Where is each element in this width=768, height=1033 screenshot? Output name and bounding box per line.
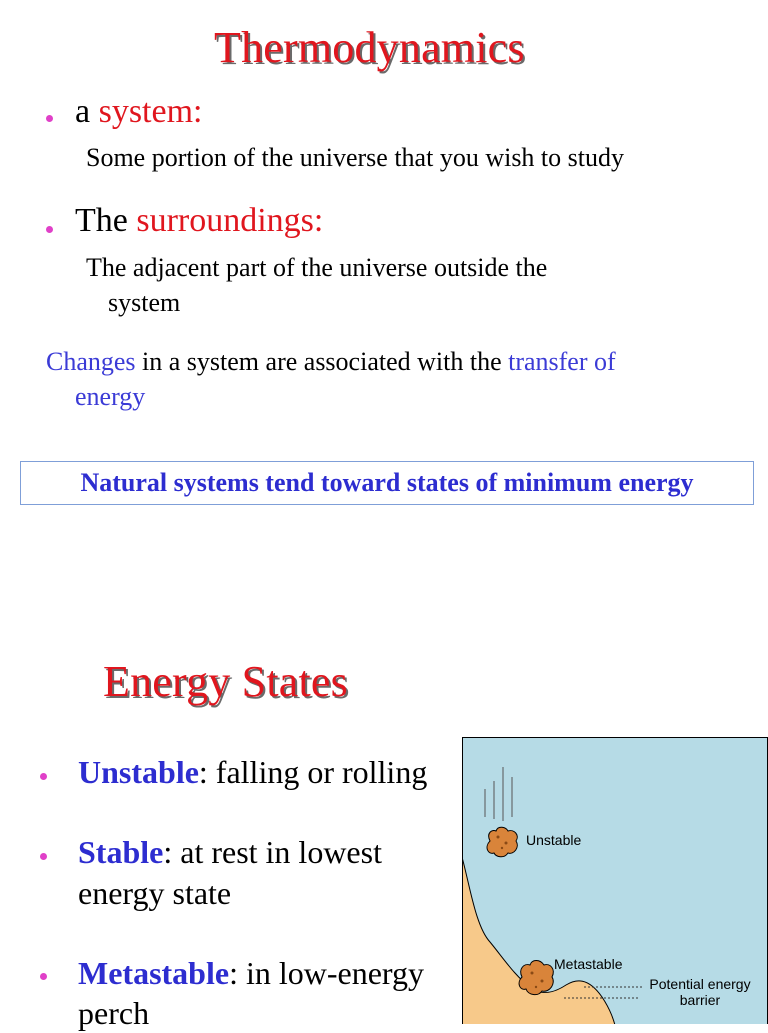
bullet-prefix: a bbox=[75, 93, 99, 130]
surroundings-definition-line1: The adjacent part of the universe outside the bbox=[86, 253, 548, 282]
unstable-rock-icon bbox=[487, 827, 517, 857]
term-stable: Stable bbox=[78, 834, 164, 870]
bullet-dot bbox=[40, 773, 47, 780]
stable-description: : at rest in lowest bbox=[163, 834, 382, 870]
bullet-dot bbox=[46, 226, 53, 233]
label-barrier-line1: Potential energy bbox=[649, 976, 751, 992]
metastable-description: : in low-energy bbox=[229, 955, 424, 991]
bullet-system bbox=[75, 93, 203, 131]
term-changes: Changes bbox=[46, 347, 136, 376]
changes-sentence-line1 bbox=[46, 347, 616, 377]
slide-title-energy-states: Energy States bbox=[103, 657, 348, 706]
unstable-description: : falling or rolling bbox=[198, 754, 428, 790]
bullet-metastable bbox=[78, 953, 424, 993]
metastable-description-line2: perch bbox=[78, 995, 150, 1031]
term-surroundings: surroundings: bbox=[136, 202, 324, 239]
changes-sentence-line2: energy bbox=[75, 382, 146, 411]
bullet-stable bbox=[78, 832, 382, 872]
bullet-prefix: The bbox=[75, 202, 137, 239]
bullet-dot bbox=[46, 115, 53, 122]
term-unstable: Unstable bbox=[78, 754, 199, 790]
minimum-energy-callout: Natural systems tend toward states of minimum energy bbox=[20, 461, 754, 505]
bullet-unstable bbox=[78, 752, 427, 792]
term-metastable: Metastable bbox=[78, 955, 230, 991]
bullet-dot bbox=[40, 853, 47, 860]
term-system: system: bbox=[98, 93, 203, 130]
label-barrier-line2: barrier bbox=[679, 992, 721, 1008]
stable-description-line2: energy state bbox=[78, 875, 232, 911]
system-definition: Some portion of the universe that you wish to study bbox=[86, 143, 625, 172]
bullet-dot bbox=[40, 973, 47, 980]
term-transfer-of: transfer of bbox=[508, 347, 616, 376]
slide-title-thermodynamics: Thermodynamics bbox=[214, 23, 525, 72]
changes-mid-text: in a system are associated with the bbox=[135, 347, 509, 376]
metastable-rock-icon bbox=[519, 961, 553, 995]
energy-states-diagram bbox=[462, 737, 768, 1024]
surroundings-definition-line2: system bbox=[108, 288, 181, 317]
label-unstable: Unstable bbox=[526, 832, 582, 848]
label-metastable: Metastable bbox=[554, 956, 623, 972]
bullet-surroundings bbox=[75, 202, 323, 240]
